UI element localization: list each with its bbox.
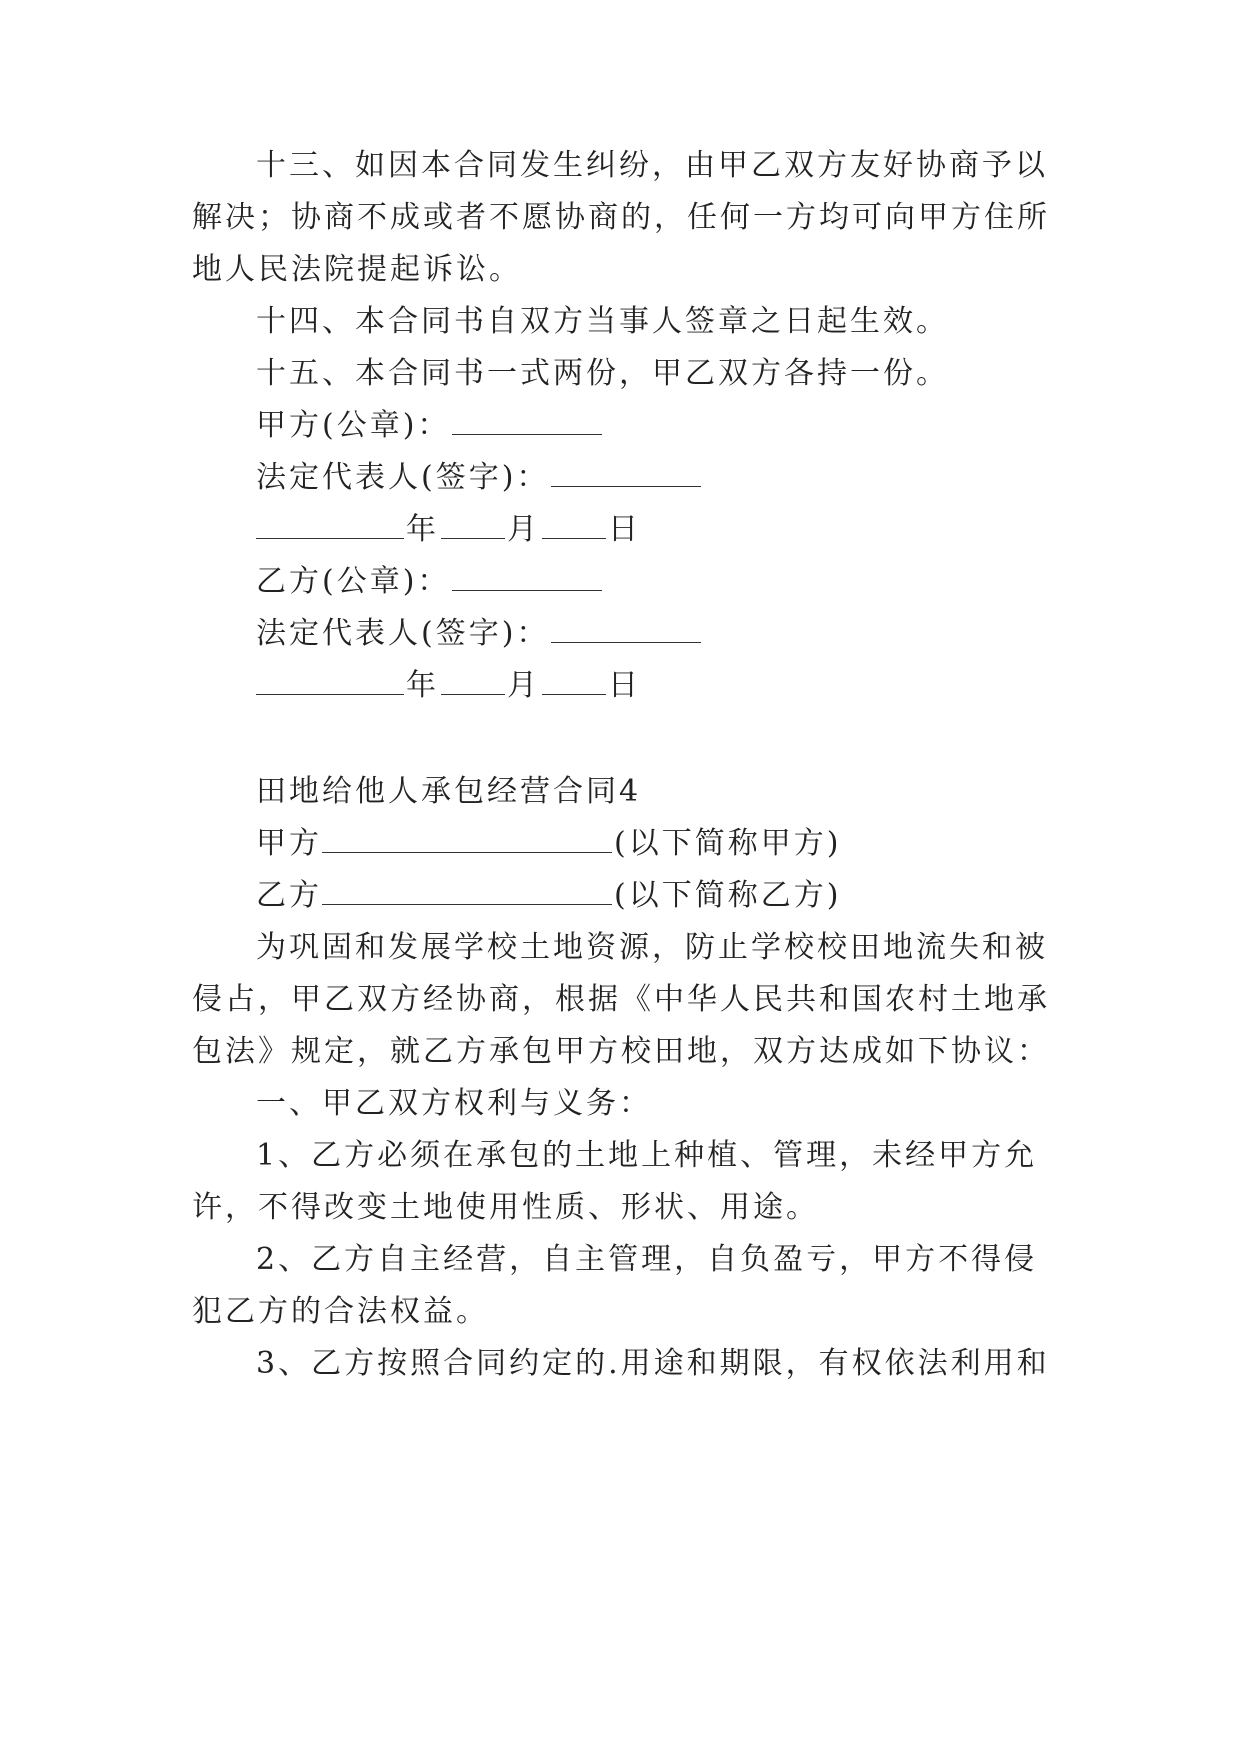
- contract-party-a-line: [256, 826, 841, 862]
- contract-party-b-line: [256, 878, 841, 914]
- party-a-day-blank: [542, 512, 606, 539]
- party-b-seal-blank: [452, 564, 602, 591]
- party-b-day-blank: [542, 668, 606, 695]
- item-1-line-2: 许，不得改变土地使用性质、形状、用途。: [192, 1190, 819, 1225]
- contract-party-b-label: 乙方: [256, 878, 322, 913]
- party-b-day-label: 日: [608, 668, 641, 703]
- party-a-year-label: 年: [406, 512, 439, 547]
- party-a-day-label: 日: [608, 512, 641, 547]
- party-b-month-label: 月: [507, 668, 540, 703]
- party-b-month-blank: [441, 668, 505, 695]
- party-b-rep-line: [256, 616, 703, 652]
- party-a-rep-line: [256, 460, 703, 496]
- party-a-seal-line: [256, 408, 604, 444]
- item-2-line-2: 犯乙方的合法权益。: [192, 1294, 489, 1329]
- party-b-seal-line: [256, 564, 604, 600]
- party-b-rep-blank: [551, 616, 701, 643]
- intro-line-1: 为巩固和发展学校土地资源，防止学校校田地流失和被: [256, 930, 1048, 965]
- clause-13-line-1: 十三、如因本合同发生纠纷，由甲乙双方友好协商予以: [256, 148, 1048, 183]
- party-b-date-line: [256, 668, 641, 704]
- party-b-seal-label: 乙方(公章)：: [256, 564, 451, 599]
- party-a-rep-blank: [551, 460, 701, 487]
- section-1-heading: 一、甲乙双方权利与义务：: [256, 1086, 652, 1121]
- party-b-year-blank: [256, 668, 404, 695]
- party-b-rep-label: 法定代表人(签字)：: [256, 616, 550, 651]
- clause-14: 十四、本合同书自双方当事人签章之日起生效。: [256, 304, 949, 339]
- party-a-seal-blank: [452, 408, 602, 435]
- contract-party-a-blank: [322, 826, 612, 853]
- intro-line-3: 包法》规定，就乙方承包甲方校田地，双方达成如下协议：: [192, 1034, 1050, 1069]
- clause-13-line-3: 地人民法院提起诉讼。: [192, 252, 522, 287]
- party-a-year-blank: [256, 512, 404, 539]
- contract-party-b-blank: [322, 878, 612, 905]
- clause-15: 十五、本合同书一式两份，甲乙双方各持一份。: [256, 356, 949, 391]
- item-1-line-1: 1、乙方必须在承包的土地上种植、管理，未经甲方允: [256, 1138, 1038, 1173]
- contract-title: 田地给他人承包经营合同4: [256, 774, 642, 809]
- contract-party-a-label: 甲方: [256, 826, 322, 861]
- item-2-line-1: 2、乙方自主经营，自主管理，自负盈亏，甲方不得侵: [256, 1242, 1038, 1277]
- party-a-month-label: 月: [507, 512, 540, 547]
- clause-13-line-2: 解决；协商不成或者不愿协商的，任何一方均可向甲方住所: [192, 200, 1050, 235]
- item-3-line-1: 3、乙方按照合同约定的.用途和期限，有权依法利用和: [256, 1346, 1050, 1381]
- contract-party-b-suffix: (以下简称乙方): [614, 878, 842, 913]
- party-a-seal-label: 甲方(公章)：: [256, 408, 451, 443]
- party-a-month-blank: [441, 512, 505, 539]
- party-b-year-label: 年: [406, 668, 439, 703]
- contract-party-a-suffix: (以下简称甲方): [614, 826, 842, 861]
- party-a-rep-label: 法定代表人(签字)：: [256, 460, 550, 495]
- intro-line-2: 侵占，甲乙双方经协商，根据《中华人民共和国农村土地承: [192, 982, 1050, 1017]
- party-a-date-line: [256, 512, 641, 548]
